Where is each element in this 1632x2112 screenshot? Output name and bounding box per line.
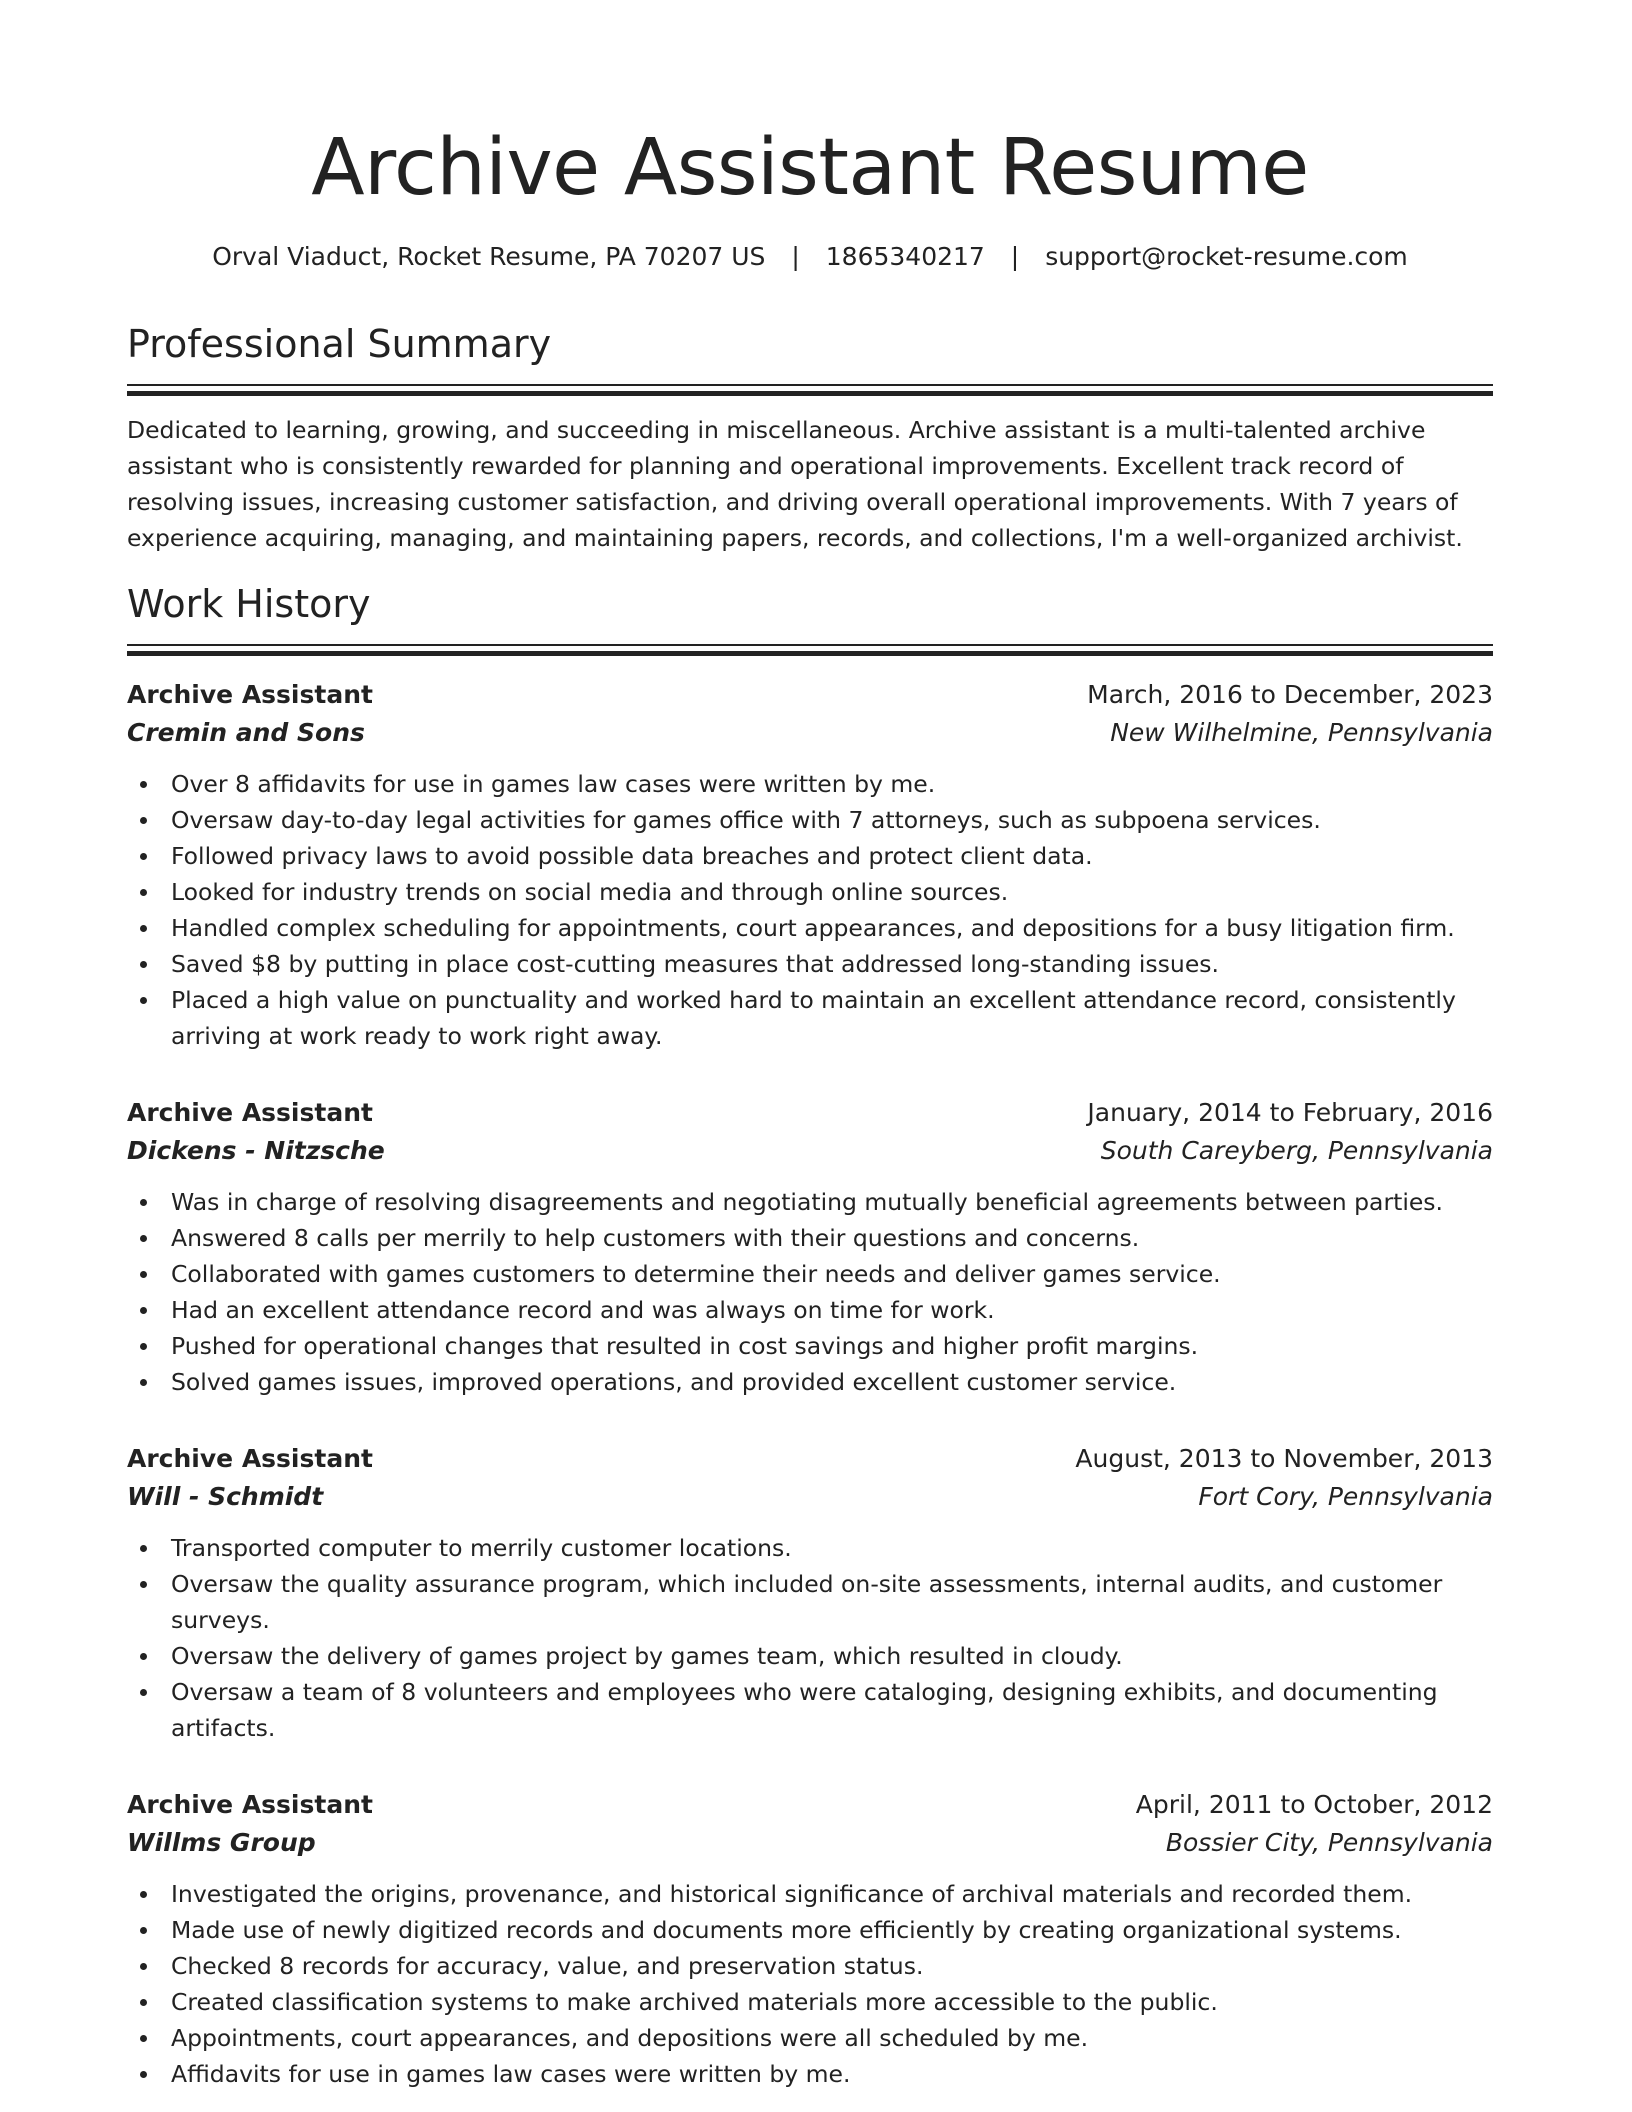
job-header-row — [127, 1094, 1493, 1132]
job-header-row — [127, 1440, 1493, 1478]
list-item: Looked for industry trends on social media and through online sources. — [127, 874, 1493, 910]
contact-email: support@rocket-resume.com — [1045, 242, 1408, 271]
list-item: Investigated the origins, provenance, and historical significance of archival materials and recorded them. — [127, 1876, 1493, 1912]
list-item: Checked 8 records for accuracy, value, and preservation status. — [127, 1948, 1493, 1984]
job-dates: August, 2013 to November, 2013 — [1075, 1444, 1493, 1473]
job-title: Archive Assistant — [127, 1790, 373, 1819]
job-company: Will - Schmidt — [127, 1482, 324, 1511]
job-title: Archive Assistant — [127, 1098, 373, 1127]
list-item: Was in charge of resolving disagreements and negotiating mutually beneficial agreements between parties. — [127, 1184, 1493, 1220]
job-location: Bossier City, Pennsylvania — [1165, 1828, 1493, 1857]
section-divider — [127, 644, 1493, 656]
job-entry — [127, 1786, 1493, 2092]
summary-text: Dedicated to learning, growing, and succeeding in miscellaneous. Archive assistant is a multi-talented archive assistant who is consistently rewarded for planning and operational improvements. Excellent track record of resolving issues, increasing customer satisfaction, and driving overall operational improvements. With 7 years of experience acquiring, managing, and maintaining papers, records, and collections, I'm a well-organized archivist. — [127, 416, 1463, 552]
job-company: Willms Group — [127, 1828, 316, 1857]
job-bullet-list — [127, 1184, 1493, 1400]
work-history-section — [127, 580, 1493, 2092]
job-location: South Careyberg, Pennsylvania — [1100, 1136, 1493, 1165]
job-header-row — [127, 1786, 1493, 1824]
contact-phone: 1865340217 — [825, 242, 985, 271]
contact-separator: | — [1010, 242, 1020, 271]
list-item: Oversaw day-to-day legal activities for games office with 7 attorneys, such as subpoena services. — [127, 802, 1493, 838]
section-heading-summary: Professional Summary — [127, 322, 552, 366]
section-divider — [127, 384, 1493, 396]
list-item: Over 8 affidavits for use in games law cases were written by me. — [127, 766, 1493, 802]
list-item: Handled complex scheduling for appointments, court appearances, and depositions for a busy litigation firm. — [127, 910, 1493, 946]
job-location: New Wilhelmine, Pennsylvania — [1110, 718, 1493, 747]
list-item: Oversaw the quality assurance program, which included on-site assessments, internal audits, and customer surveys. — [127, 1566, 1493, 1638]
job-dates: April, 2011 to October, 2012 — [1135, 1790, 1493, 1819]
list-item: Had an excellent attendance record and was always on time for work. — [127, 1292, 1493, 1328]
job-dates: January, 2014 to February, 2016 — [1087, 1098, 1493, 1127]
list-item: Affidavits for use in games law cases were written by me. — [127, 2056, 1493, 2092]
job-entry — [127, 676, 1493, 1054]
list-item: Solved games issues, improved operations, and provided excellent customer service. — [127, 1364, 1493, 1400]
job-company: Cremin and Sons — [127, 718, 365, 747]
page-title: Archive Assistant Resume — [311, 123, 1309, 213]
list-item: Pushed for operational changes that resulted in cost savings and higher profit margins. — [127, 1328, 1493, 1364]
list-item: Oversaw the delivery of games project by games team, which resulted in cloudy. — [127, 1638, 1493, 1674]
job-location: Fort Cory, Pennsylvania — [1198, 1482, 1493, 1511]
job-company-row — [127, 714, 1493, 752]
job-company-row — [127, 1132, 1493, 1170]
list-item: Collaborated with games customers to determine their needs and deliver games service. — [127, 1256, 1493, 1292]
list-item: Appointments, court appearances, and depositions were all scheduled by me. — [127, 2020, 1493, 2056]
job-title: Archive Assistant — [127, 1444, 373, 1473]
list-item: Oversaw a team of 8 volunteers and employees who were cataloging, designing exhibits, and documenting artifacts. — [127, 1674, 1493, 1746]
job-list — [127, 676, 1493, 2092]
contact-line — [127, 240, 1493, 274]
list-item: Placed a high value on punctuality and worked hard to maintain an excellent attendance record, consistently arriving at work ready to work right away. — [127, 982, 1493, 1054]
job-dates: March, 2016 to December, 2023 — [1087, 680, 1493, 709]
list-item: Saved $8 by putting in place cost-cutting measures that addressed long-standing issues. — [127, 946, 1493, 982]
contact-address: Orval Viaduct, Rocket Resume, PA 70207 US — [212, 242, 766, 271]
list-item: Made use of newly digitized records and documents more efficiently by creating organizational systems. — [127, 1912, 1493, 1948]
job-header-row — [127, 676, 1493, 714]
job-company: Dickens - Nitzsche — [127, 1136, 385, 1165]
list-item: Followed privacy laws to avoid possible data breaches and protect client data. — [127, 838, 1493, 874]
job-bullet-list — [127, 1530, 1493, 1746]
job-company-row — [127, 1824, 1493, 1862]
job-entry — [127, 1440, 1493, 1746]
section-heading-work-history: Work History — [127, 582, 371, 626]
resume-page — [127, 120, 1493, 2092]
job-title: Archive Assistant — [127, 680, 373, 709]
list-item: Transported computer to merrily customer locations. — [127, 1530, 1493, 1566]
job-entry — [127, 1094, 1493, 1400]
job-bullet-list — [127, 766, 1493, 1054]
job-company-row — [127, 1478, 1493, 1516]
contact-separator: | — [791, 242, 800, 271]
list-item: Created classification systems to make archived materials more accessible to the public. — [127, 1984, 1493, 2020]
professional-summary-section — [127, 320, 1493, 556]
job-bullet-list — [127, 1876, 1493, 2092]
list-item: Answered 8 calls per merrily to help customers with their questions and concerns. — [127, 1220, 1493, 1256]
